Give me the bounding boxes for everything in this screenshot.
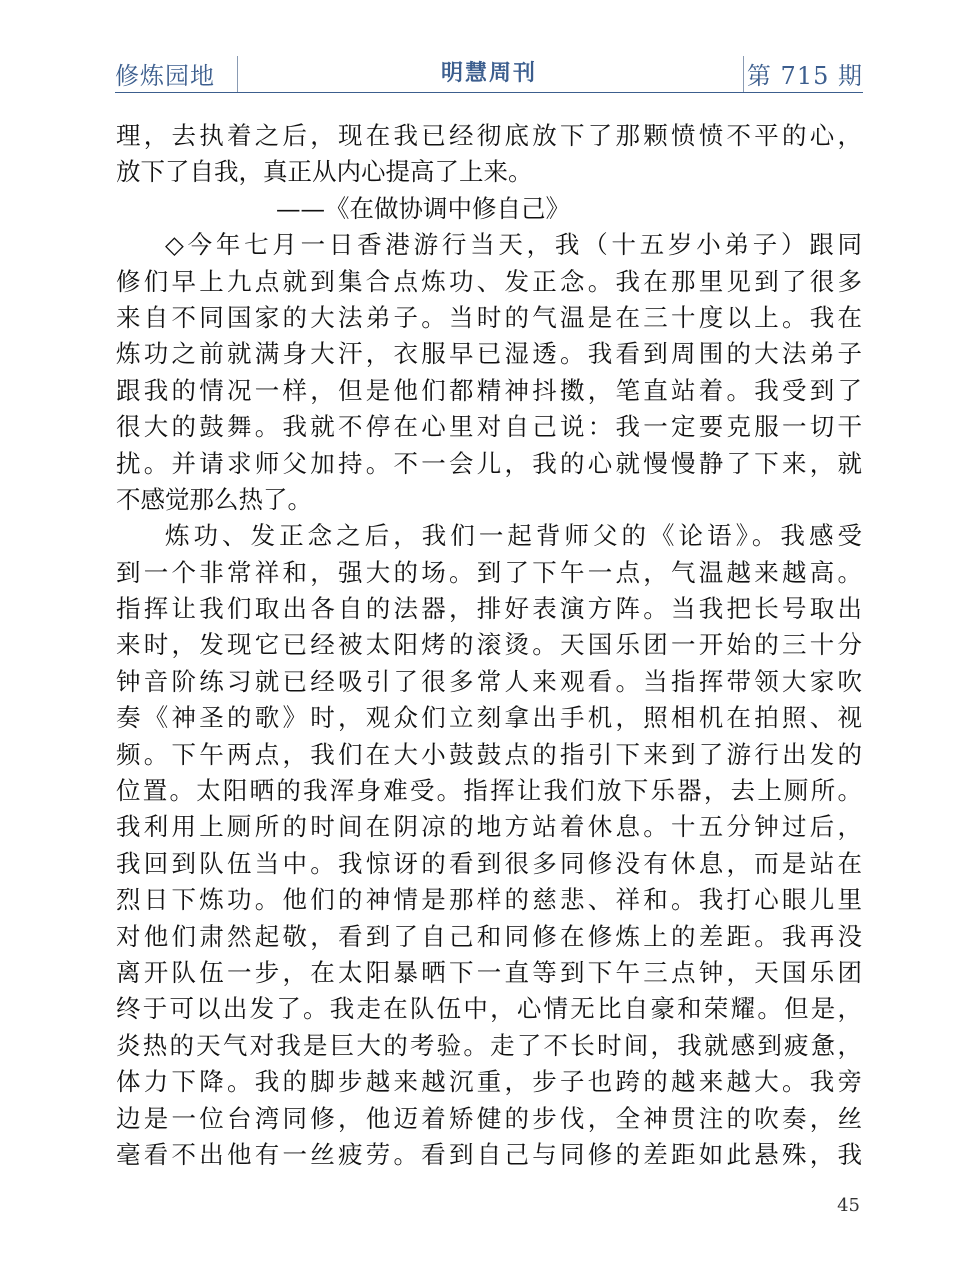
text-line: 边是一位台湾同修，他迈着矫健的步伐，全神贯注的吹奏，丝 — [116, 1103, 862, 1133]
text-line: 频。下午两点，我们在大小鼓鼓点的指引下来到了游行出发的 — [116, 739, 862, 769]
text-line: 离开队伍一步，在太阳暴晒下一直等到下午三点钟，天国乐团 — [116, 957, 862, 987]
text-line: 来自不同国家的大法弟子。当时的气温是在三十度以上。我在 — [116, 302, 862, 332]
text-line: 炼功、发正念之后，我们一起背师父的《论语》。我感受 — [165, 521, 862, 551]
text-line: 修们早上九点就到集合点炼功、发正念。我在那里见到了很多 — [116, 266, 862, 296]
text-line: 奏《神圣的歌》时，观众们立刻拿出手机，照相机在拍照、视 — [116, 703, 862, 733]
text-line: 位置。太阳晒的我浑身难受。指挥让我们放下乐器，去上厕所。 — [116, 776, 862, 806]
header-divider-right — [743, 56, 744, 92]
text-line: 钟音阶练习就已经吸引了很多常人来观看。当指挥带领大家吹 — [116, 666, 862, 696]
page-number: 45 — [837, 1195, 860, 1216]
text-line: 指挥让我们取出各自的法器，排好表演方阵。当我把长号取出 — [116, 594, 862, 624]
text-line: 对他们肃然起敬，看到了自己和同修在修炼上的差距。我再没 — [116, 921, 862, 951]
text-line: 炎热的天气对我是巨大的考验。走了不长时间，我就感到疲惫， — [116, 1030, 862, 1060]
text-line: 终于可以出发了。我走在队伍中，心情无比自豪和荣耀。但是， — [116, 994, 862, 1024]
text-line: 跟我的情况一样，但是他们都精神抖擞，笔直站着。我受到了 — [116, 375, 862, 405]
text-line: 我利用上厕所的时间在阴凉的地方站着休息。十五分钟过后， — [116, 812, 862, 842]
text-line: 炼功之前就满身大汗，衣服早已湿透。我看到周围的大法弟子 — [116, 339, 862, 369]
text-line: 放下了自我，真正从内心提高了上来。 — [116, 157, 533, 187]
text-line: 来时，发现它已经被太阳烤的滚烫。天国乐团一开始的三十分 — [116, 630, 862, 660]
text-line: 很大的鼓舞。我就不停在心里对自己说：我一定要克服一切干 — [116, 412, 862, 442]
text-line: 毫看不出他有一丝疲劳。看到自己与同修的差距如此悬殊，我 — [116, 1139, 862, 1169]
text-line: 体力下降。我的脚步越来越沉重，步子也跨的越来越大。我旁 — [116, 1067, 862, 1097]
article-body — [116, 118, 862, 1173]
issue-number: 第 715 期 — [746, 62, 863, 90]
text-line: 不感觉那么热了。 — [116, 484, 312, 514]
text-line: 我回到队伍当中。我惊讶的看到很多同修没有休息，而是站在 — [116, 848, 862, 878]
article-citation: ——《在做协调中修自己》 — [276, 193, 570, 223]
text-line: 到一个非常祥和，强大的场。到了下午一点，气温越来越高。 — [116, 557, 862, 587]
text-line: ◇今年七月一日香港游行当天，我（十五岁小弟子）跟同 — [165, 230, 862, 260]
text-line: 扰。并请求师父加持。不一会儿，我的心就慢慢静了下来，就 — [116, 448, 862, 478]
page-header — [115, 50, 863, 93]
section-title: 修炼园地 — [115, 62, 215, 90]
text-line: 烈日下炼功。他们的神情是那样的慈悲、祥和。我打心眼儿里 — [116, 885, 862, 915]
text-line: 理，去执着之后，现在我已经彻底放下了那颗愤愤不平的心， — [116, 121, 862, 150]
publication-title: 明慧周刊 — [440, 61, 537, 86]
